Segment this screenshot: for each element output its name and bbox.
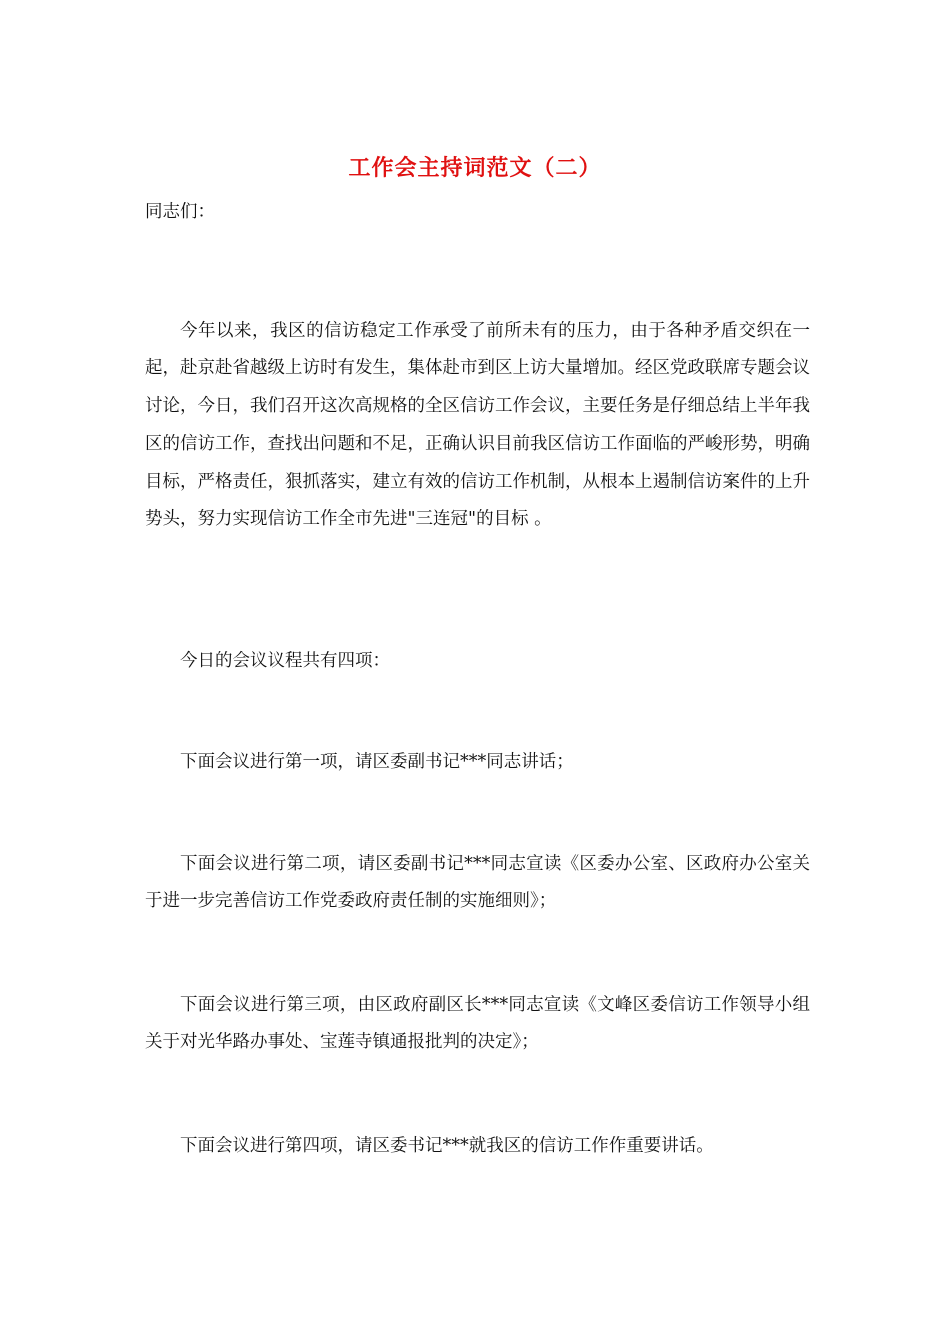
paragraph-item-3: 下面会议进行第三项，由区政府副区长***同志宣读《文峰区委信访工作领导小组关于对光华路办事处、宝莲寺镇通报批判的决定》； (145, 994, 810, 1053)
paragraph-item-1: 下面会议进行第一项，请区委副书记***同志讲话； (180, 751, 574, 772)
paragraph-item-2: 下面会议进行第二项，请区委副书记***同志宣读《区委办公室、区政府办公室关于进一步完善信访工作党委政府责任制的实施细则》； (145, 853, 810, 912)
paragraph-intro: 今年以来，我区的信访稳定工作承受了前所未有的压力，由于各种矛盾交织在一起，赴京赴省越级上访时有发生，集体赴市到区上访大量增加。经区党政联席专题会议讨论，今日，我们召开这次高规格的全区信访工作会议，主要任务是仔细总结上半年我区的信访工作，查找出问题和不足，正确认识目前我区信访工作面临的严峻形势，明确目标，严格责任，狠抓落实，建立有效的信访工作机制，从根本上遏制信访案件的上升势头，努力实现信访工作全市先进"三连冠"的目标 。 (145, 320, 810, 530)
salutation: 同志们： (145, 202, 215, 222)
paragraph-agenda: 今日的会议议程共有四项： (180, 650, 390, 671)
document-title: 工作会主持词范文（二） (348, 155, 602, 181)
paragraph-item-4: 下面会议进行第四项，请区委书记***就我区的信访工作作重要讲话。 (180, 1135, 714, 1156)
